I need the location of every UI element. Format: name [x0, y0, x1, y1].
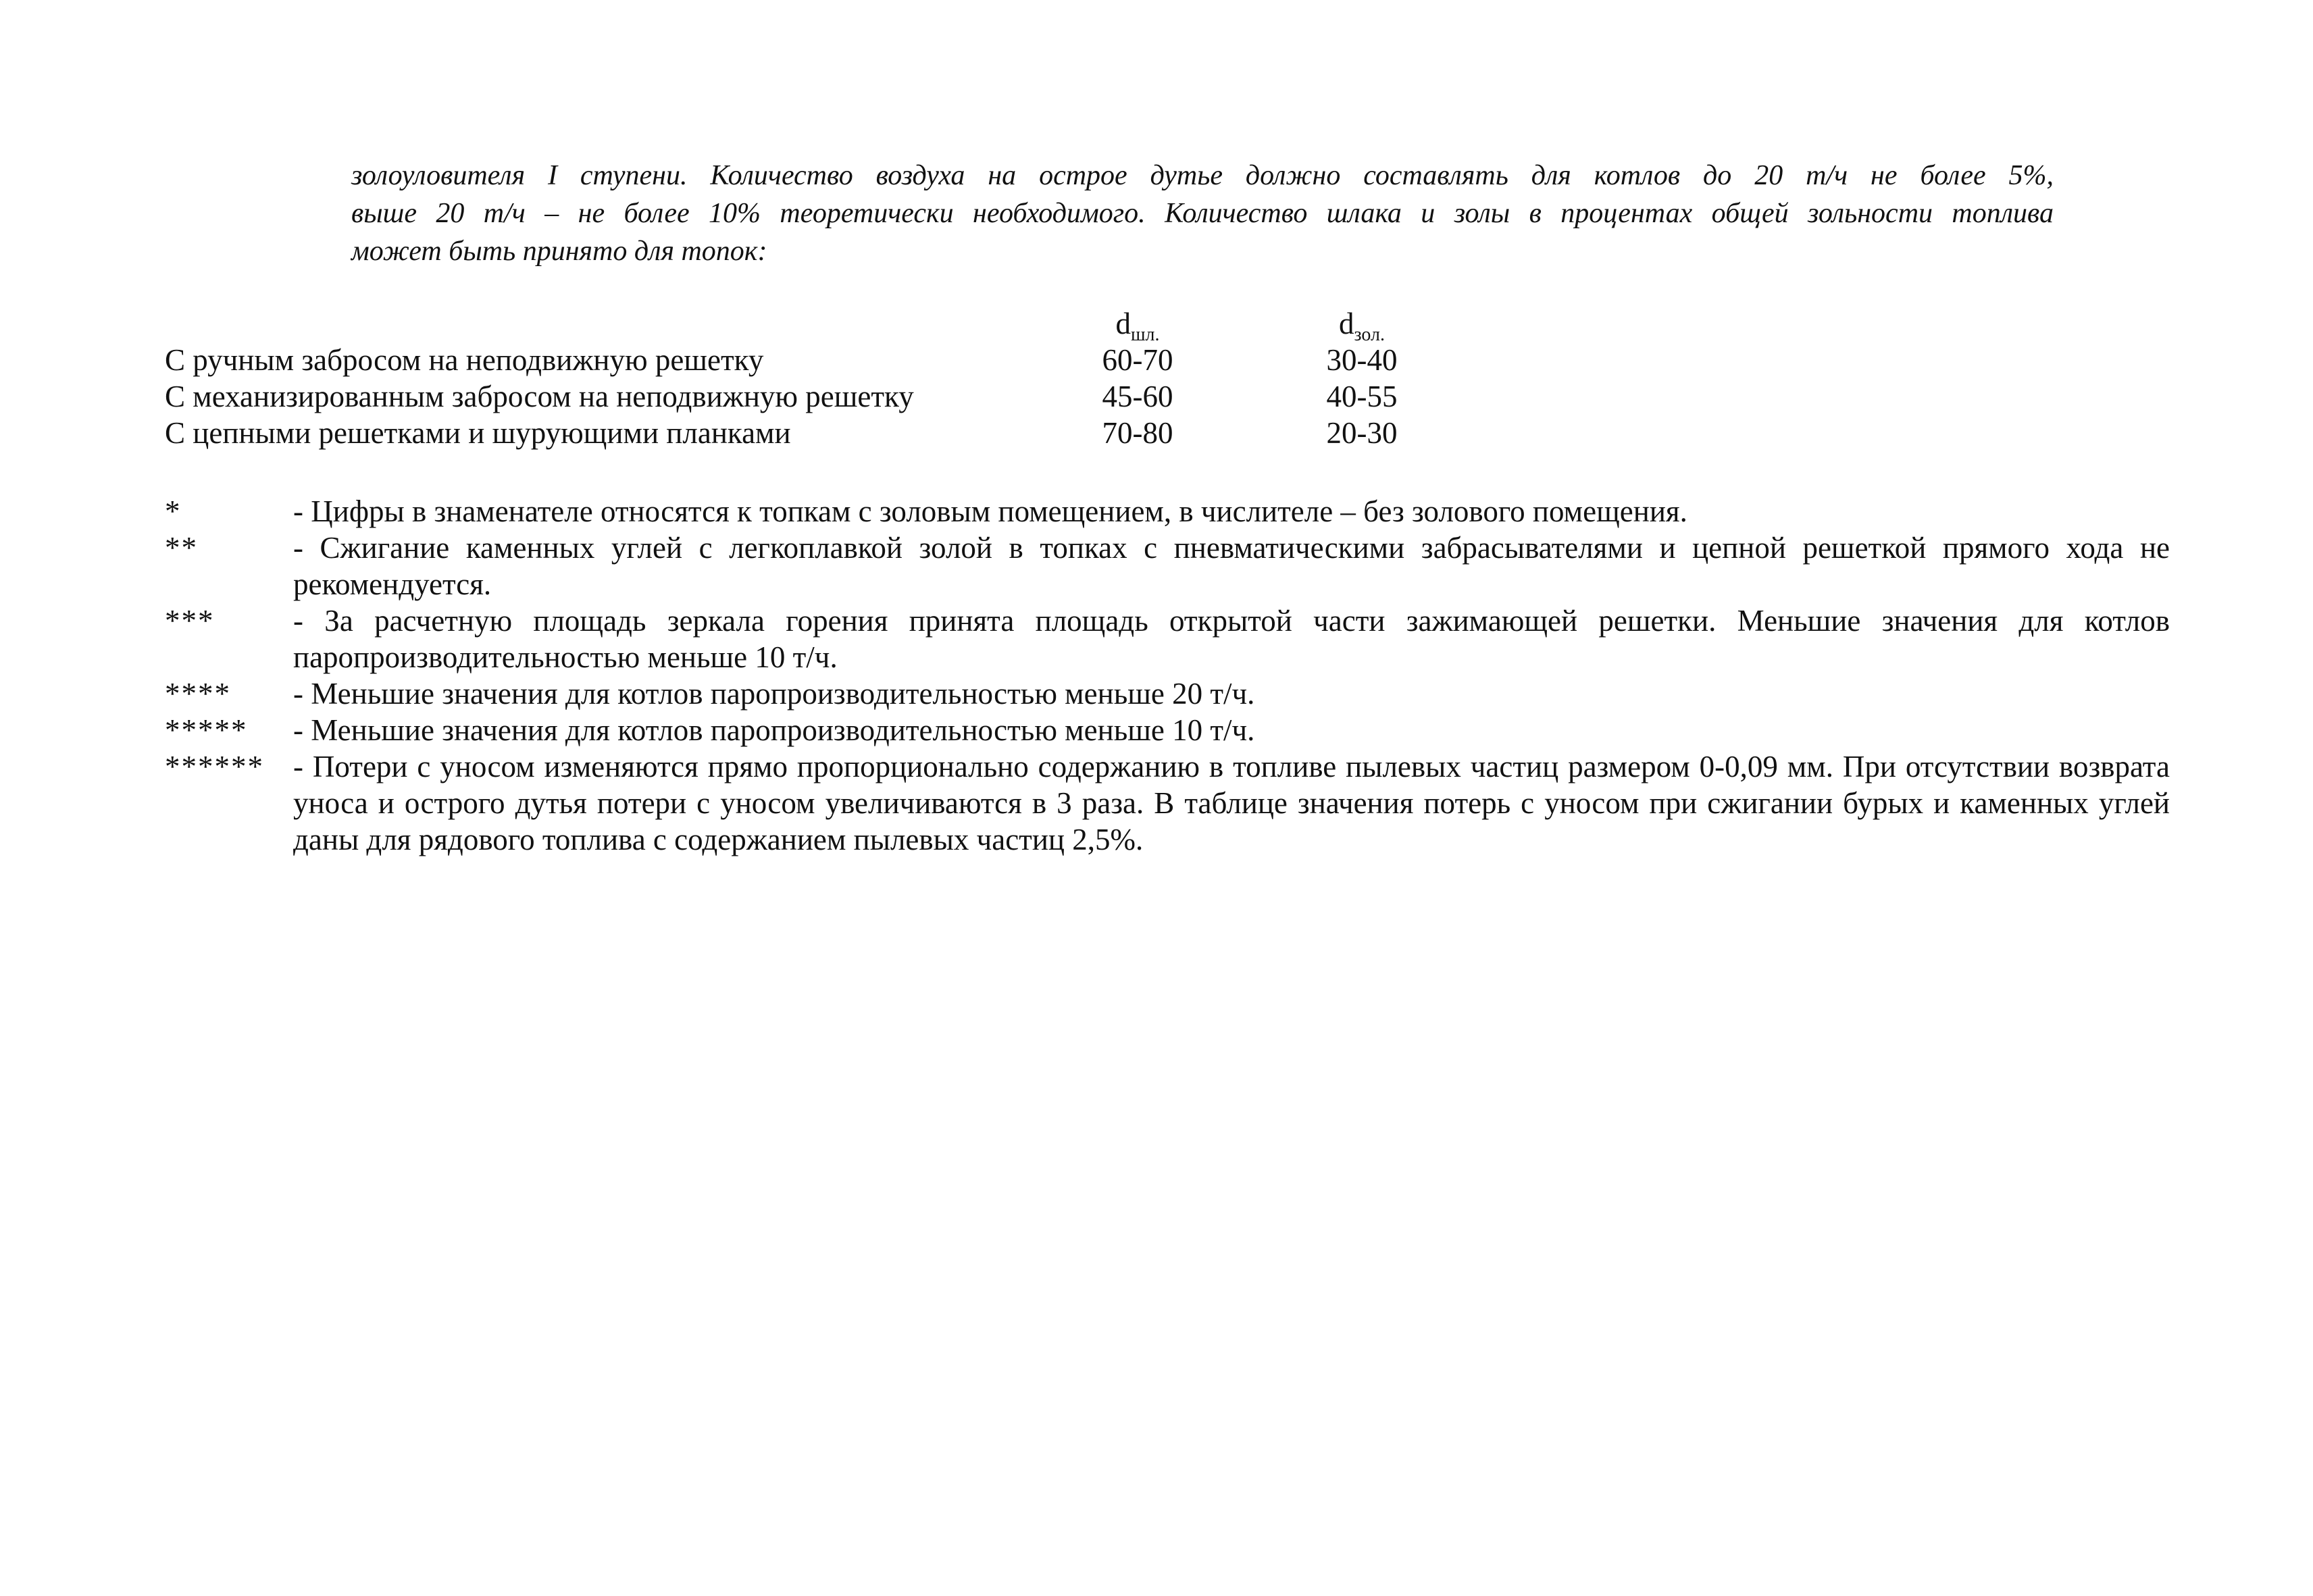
footnote-mark: ***** [165, 713, 248, 747]
footnote-text: - Потери с уносом изменяются прямо пропорционально содержанию в топливе пылевых частиц размером 0-0,09 мм. При отсутствии возврата уноса и острого дутья потери с уносом увеличиваются в 3 раза. В таблице значения потерь с уносом при сжигании бурых и каменных углей даны для рядового топлива с содержанием пылевых частиц 2,5%. [293, 750, 2170, 856]
footnote-text: - Меньшие значения для котлов паропроизводительностью меньше 10 т/ч. [293, 713, 1255, 747]
footnote [165, 712, 2170, 748]
row-name: С цепными решетками и шурующими планками [165, 416, 791, 450]
footnotes [165, 493, 2170, 858]
row-slag-value: 45-60 [1102, 380, 1173, 413]
footnote [165, 530, 2170, 602]
header-d-slag-main: d [1115, 307, 1131, 340]
row-ash-value: 40-55 [1326, 380, 1398, 413]
footnote-mark: **** [165, 677, 231, 711]
table-row [165, 378, 1516, 415]
footnote-text: - Цифры в знаменателе относятся к топкам с золовым помещением, в числителе – без золового помещения. [293, 494, 1687, 528]
intro-paragraph [351, 157, 2054, 270]
row-slag-value: 60-70 [1102, 343, 1173, 377]
footnote-text: - Сжигание каменных углей с легкоплавкой золой в топках с пневматическими забрасывателями и цепной решеткой прямого хода не рекомендуется. [293, 531, 2170, 601]
row-ash-value: 20-30 [1326, 416, 1398, 450]
row-slag-value: 70-80 [1102, 416, 1173, 450]
intro-line-2: выше 20 т/ч – не более 10% теоретически необходимого. Количество шлака и золы в процентах общей зольности топлива [351, 198, 2054, 229]
header-d-slag-sub: шл. [1130, 324, 1160, 345]
footnote-text: - За расчетную площадь зеркала горения принята площадь открытой части зажимающей решетки. Меньшие значения для котлов паропроизводительностью меньше 10 т/ч. [293, 604, 2170, 674]
header-d-ash-main: d [1339, 307, 1354, 340]
table-header [165, 305, 1516, 345]
footnote-mark: ** [165, 531, 198, 565]
intro-line-3: может быть принято для топок: [351, 236, 767, 267]
footnote [165, 748, 2170, 858]
footnote [165, 675, 2170, 712]
intro-line-1: золоуловителя I ступени. Количество воздуха на острое дутье должно составлять для котлов до 20 т/ч не более 5%, [351, 160, 2054, 191]
row-name: С механизированным забросом на неподвижную решетку [165, 380, 914, 413]
footnote [165, 602, 2170, 675]
slag-ash-table [165, 305, 1516, 451]
footnote-mark: ****** [165, 750, 264, 783]
footnote-text: - Меньшие значения для котлов паропроизводительностью меньше 20 т/ч. [293, 677, 1255, 711]
header-d-ash-sub: зол. [1354, 324, 1385, 345]
row-ash-value: 30-40 [1326, 343, 1398, 377]
footnote [165, 493, 2170, 530]
footnote-mark: * [165, 494, 182, 528]
row-name: С ручным забросом на неподвижную решетку [165, 343, 764, 377]
footnote-mark: *** [165, 604, 215, 638]
table-row [165, 415, 1516, 451]
table-row [165, 342, 1516, 378]
